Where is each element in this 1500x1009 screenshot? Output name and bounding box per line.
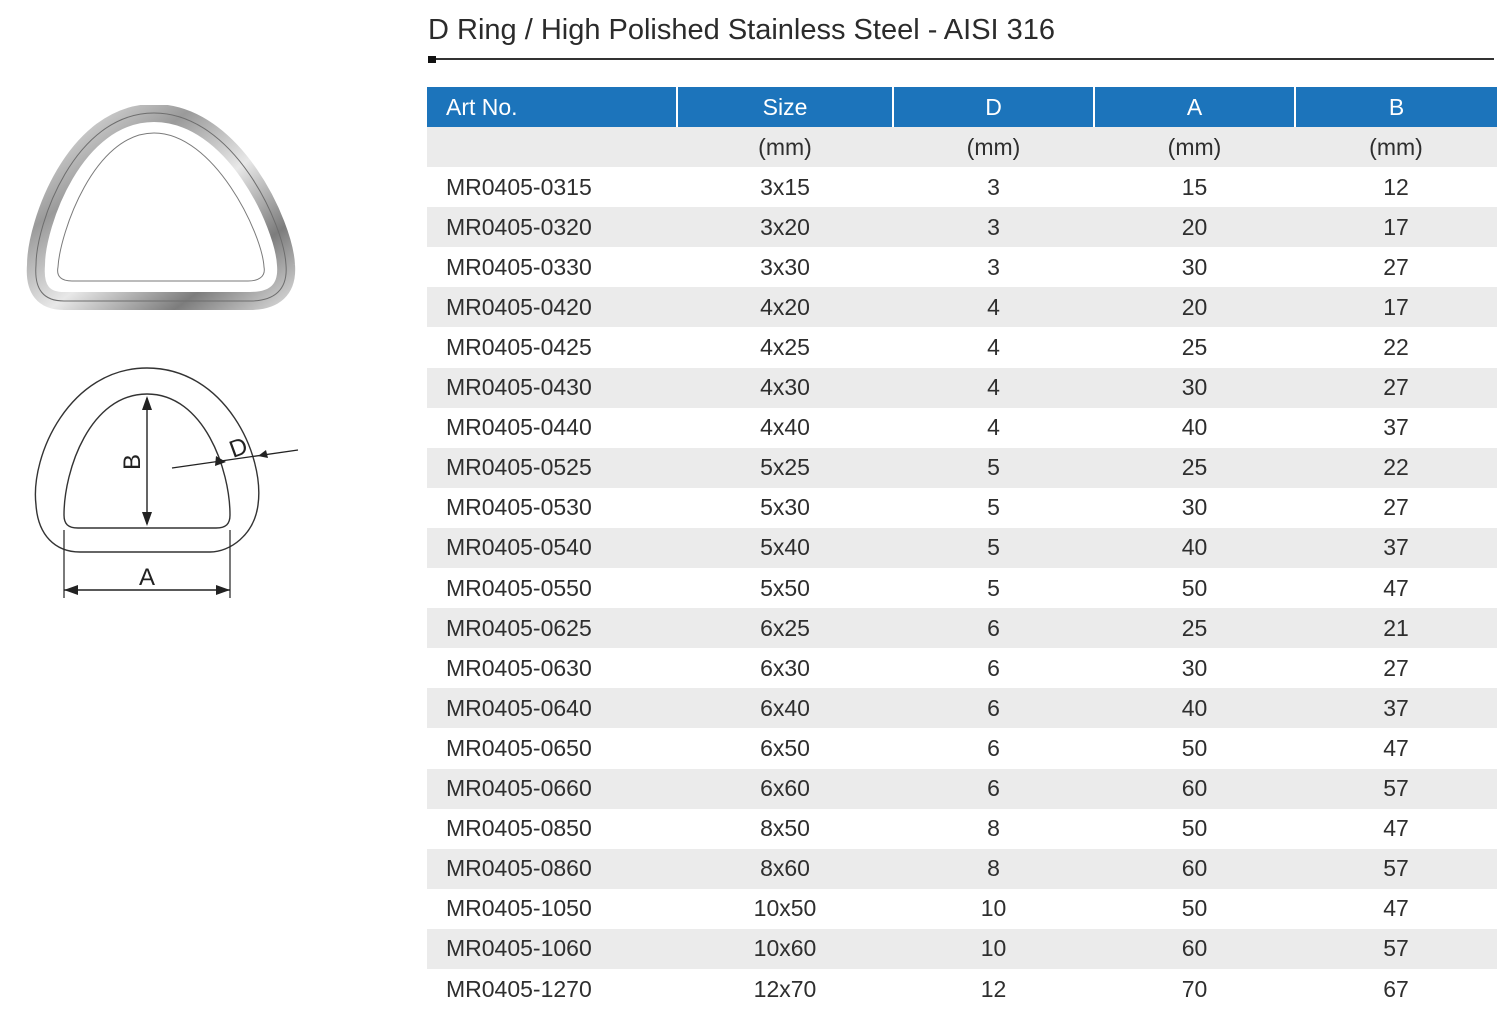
cell-size: 6x50 xyxy=(677,728,893,768)
cell-size: 3x30 xyxy=(677,247,893,287)
cell-art-no: MR0405-1050 xyxy=(427,889,677,929)
table-row xyxy=(427,327,1497,367)
cell-d: 6 xyxy=(893,608,1094,648)
cell-size: 10x50 xyxy=(677,889,893,929)
cell-b: 57 xyxy=(1295,769,1497,809)
d-ring-dimension-drawing xyxy=(20,360,310,605)
unit-cell xyxy=(427,127,677,167)
cell-b: 17 xyxy=(1295,207,1497,247)
cell-size: 4x40 xyxy=(677,408,893,448)
cell-a: 15 xyxy=(1094,167,1295,207)
cell-d: 6 xyxy=(893,688,1094,728)
cell-size: 4x25 xyxy=(677,327,893,367)
cell-art-no: MR0405-0440 xyxy=(427,408,677,448)
table-row xyxy=(427,408,1497,448)
cell-b: 22 xyxy=(1295,448,1497,488)
cell-art-no: MR0405-0860 xyxy=(427,849,677,889)
cell-d: 8 xyxy=(893,809,1094,849)
cell-art-no: MR0405-0540 xyxy=(427,528,677,568)
cell-size: 5x30 xyxy=(677,488,893,528)
dimension-label-a: A xyxy=(138,564,156,591)
cell-size: 6x30 xyxy=(677,648,893,688)
table-row xyxy=(427,207,1497,247)
unit-cell: (mm) xyxy=(893,127,1094,167)
units-row xyxy=(427,127,1497,167)
cell-d: 6 xyxy=(893,728,1094,768)
cell-size: 12x70 xyxy=(677,969,893,1009)
cell-b: 47 xyxy=(1295,728,1497,768)
unit-cell: (mm) xyxy=(677,127,893,167)
unit-cell: (mm) xyxy=(1094,127,1295,167)
dimension-label-b: B xyxy=(119,453,146,471)
header-size: Size xyxy=(677,87,893,127)
cell-a: 25 xyxy=(1094,608,1295,648)
cell-b: 47 xyxy=(1295,568,1497,608)
table-row xyxy=(427,648,1497,688)
cell-a: 50 xyxy=(1094,889,1295,929)
cell-d: 4 xyxy=(893,368,1094,408)
table-row xyxy=(427,889,1497,929)
cell-b: 47 xyxy=(1295,809,1497,849)
header-art-no: Art No. xyxy=(427,87,677,127)
cell-a: 50 xyxy=(1094,728,1295,768)
cell-art-no: MR0405-0315 xyxy=(427,167,677,207)
cell-size: 6x25 xyxy=(677,608,893,648)
cell-d: 5 xyxy=(893,568,1094,608)
cell-size: 8x60 xyxy=(677,849,893,889)
cell-d: 10 xyxy=(893,889,1094,929)
table-row xyxy=(427,608,1497,648)
cell-a: 40 xyxy=(1094,688,1295,728)
cell-a: 30 xyxy=(1094,247,1295,287)
cell-art-no: MR0405-0425 xyxy=(427,327,677,367)
cell-art-no: MR0405-1060 xyxy=(427,929,677,969)
spec-table xyxy=(427,87,1497,1009)
cell-a: 25 xyxy=(1094,448,1295,488)
cell-a: 70 xyxy=(1094,969,1295,1009)
cell-art-no: MR0405-0640 xyxy=(427,688,677,728)
cell-d: 3 xyxy=(893,247,1094,287)
cell-d: 4 xyxy=(893,287,1094,327)
cell-a: 40 xyxy=(1094,408,1295,448)
cell-art-no: MR0405-0660 xyxy=(427,769,677,809)
table-row xyxy=(427,568,1497,608)
cell-b: 37 xyxy=(1295,688,1497,728)
header-b: B xyxy=(1295,87,1497,127)
cell-size: 5x25 xyxy=(677,448,893,488)
cell-size: 8x50 xyxy=(677,809,893,849)
cell-a: 60 xyxy=(1094,849,1295,889)
d-ring-photo xyxy=(14,105,304,315)
cell-art-no: MR0405-0420 xyxy=(427,287,677,327)
cell-art-no: MR0405-0550 xyxy=(427,568,677,608)
cell-art-no: MR0405-0330 xyxy=(427,247,677,287)
cell-art-no: MR0405-0530 xyxy=(427,488,677,528)
table-row xyxy=(427,488,1497,528)
cell-size: 6x40 xyxy=(677,688,893,728)
cell-art-no: MR0405-1270 xyxy=(427,969,677,1009)
cell-d: 4 xyxy=(893,327,1094,367)
cell-art-no: MR0405-0525 xyxy=(427,448,677,488)
cell-b: 27 xyxy=(1295,368,1497,408)
header-row xyxy=(427,87,1497,127)
table-row xyxy=(427,448,1497,488)
header-d: D xyxy=(893,87,1094,127)
cell-a: 20 xyxy=(1094,287,1295,327)
table-row xyxy=(427,728,1497,768)
cell-d: 5 xyxy=(893,448,1094,488)
cell-a: 30 xyxy=(1094,648,1295,688)
cell-b: 22 xyxy=(1295,327,1497,367)
table-row xyxy=(427,287,1497,327)
cell-a: 60 xyxy=(1094,929,1295,969)
unit-cell: (mm) xyxy=(1295,127,1497,167)
cell-a: 60 xyxy=(1094,769,1295,809)
cell-size: 3x15 xyxy=(677,167,893,207)
cell-size: 4x20 xyxy=(677,287,893,327)
cell-size: 6x60 xyxy=(677,769,893,809)
header-a: A xyxy=(1094,87,1295,127)
cell-d: 12 xyxy=(893,969,1094,1009)
cell-a: 40 xyxy=(1094,528,1295,568)
table-row xyxy=(427,849,1497,889)
cell-b: 27 xyxy=(1295,648,1497,688)
table-row xyxy=(427,688,1497,728)
cell-art-no: MR0405-0625 xyxy=(427,608,677,648)
table-row xyxy=(427,368,1497,408)
cell-d: 3 xyxy=(893,167,1094,207)
table-row xyxy=(427,929,1497,969)
cell-size: 5x50 xyxy=(677,568,893,608)
cell-d: 10 xyxy=(893,929,1094,969)
cell-b: 27 xyxy=(1295,247,1497,287)
cell-a: 20 xyxy=(1094,207,1295,247)
cell-b: 21 xyxy=(1295,608,1497,648)
cell-b: 12 xyxy=(1295,167,1497,207)
cell-art-no: MR0405-0650 xyxy=(427,728,677,768)
table-row xyxy=(427,969,1497,1009)
cell-b: 17 xyxy=(1295,287,1497,327)
cell-b: 57 xyxy=(1295,929,1497,969)
cell-size: 3x20 xyxy=(677,207,893,247)
cell-size: 5x40 xyxy=(677,528,893,568)
cell-a: 25 xyxy=(1094,327,1295,367)
cell-art-no: MR0405-0430 xyxy=(427,368,677,408)
cell-a: 30 xyxy=(1094,488,1295,528)
title-underline-marker xyxy=(428,56,436,63)
cell-art-no: MR0405-0850 xyxy=(427,809,677,849)
cell-d: 6 xyxy=(893,769,1094,809)
cell-b: 57 xyxy=(1295,849,1497,889)
table-row xyxy=(427,528,1497,568)
table-row xyxy=(427,769,1497,809)
cell-art-no: MR0405-0320 xyxy=(427,207,677,247)
cell-b: 27 xyxy=(1295,488,1497,528)
title-underline xyxy=(428,58,1494,60)
cell-a: 30 xyxy=(1094,368,1295,408)
cell-size: 4x30 xyxy=(677,368,893,408)
page-title: D Ring / High Polished Stainless Steel - AISI 316 xyxy=(428,14,1056,46)
cell-d: 8 xyxy=(893,849,1094,889)
table-row xyxy=(427,167,1497,207)
cell-d: 3 xyxy=(893,207,1094,247)
cell-b: 47 xyxy=(1295,889,1497,929)
table-row xyxy=(427,809,1497,849)
table-row xyxy=(427,247,1497,287)
cell-d: 4 xyxy=(893,408,1094,448)
cell-b: 37 xyxy=(1295,528,1497,568)
cell-art-no: MR0405-0630 xyxy=(427,648,677,688)
cell-a: 50 xyxy=(1094,809,1295,849)
cell-b: 67 xyxy=(1295,969,1497,1009)
cell-size: 10x60 xyxy=(677,929,893,969)
cell-d: 5 xyxy=(893,528,1094,568)
dimension-label-d: D xyxy=(225,432,252,464)
cell-a: 50 xyxy=(1094,568,1295,608)
cell-d: 6 xyxy=(893,648,1094,688)
cell-d: 5 xyxy=(893,488,1094,528)
cell-b: 37 xyxy=(1295,408,1497,448)
